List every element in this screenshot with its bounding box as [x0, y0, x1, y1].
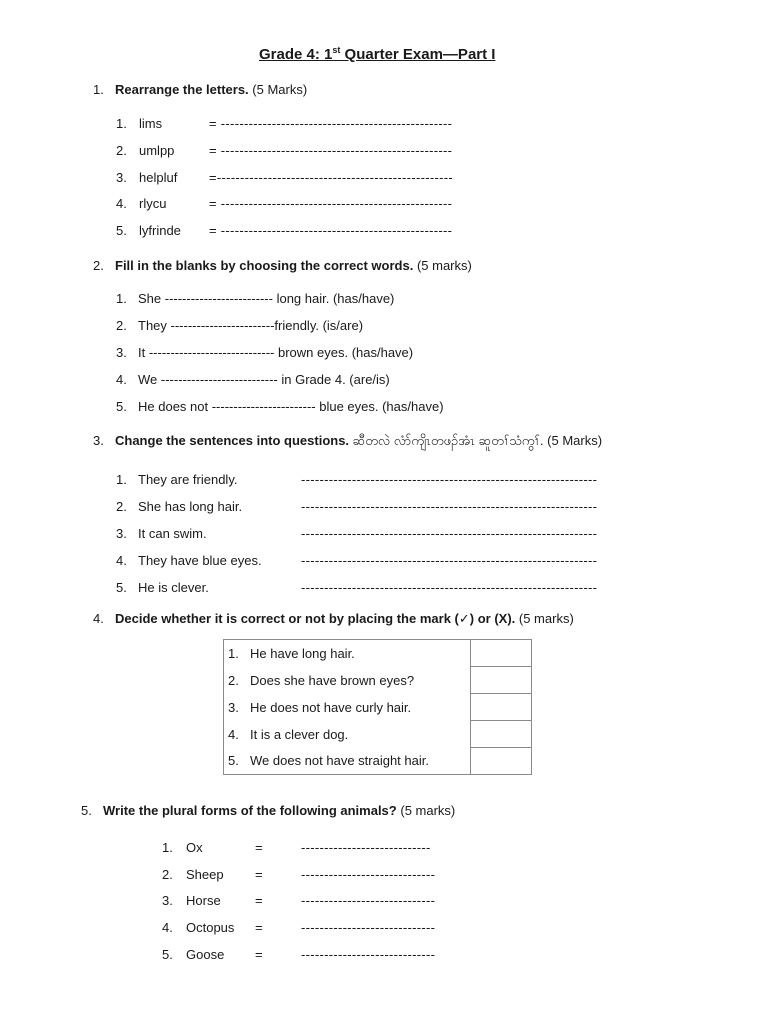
item-number: 5. [116, 399, 127, 414]
list-item [116, 553, 262, 568]
item-number: 5. [116, 223, 127, 238]
answer-line: ---------------------------------------------------------------- [301, 553, 598, 568]
question-number: 1. [93, 82, 104, 97]
animal-word: Ox [186, 840, 203, 855]
answer-line: ----------------------------- [301, 893, 436, 908]
question-number: 5. [81, 803, 92, 818]
question-marks: (5 marks) [518, 611, 574, 626]
item-number: 4. [116, 553, 127, 568]
answer-line: ---------------------------------------------------------------- [301, 580, 598, 595]
item-number: 1. [162, 840, 173, 855]
item-text: They have blue eyes. [138, 553, 262, 568]
title-post: Quarter Exam—Part I [340, 46, 496, 63]
answer-box[interactable] [471, 694, 532, 721]
item-number: 4. [162, 920, 173, 935]
animal-word: Sheep [186, 867, 224, 882]
list-item [116, 345, 413, 360]
list-item [116, 291, 394, 306]
item-text: It can swim. [138, 526, 207, 541]
scrambled-word: umlpp [139, 143, 175, 158]
answer-line: ----------------------------- [301, 947, 436, 962]
table-row [224, 721, 532, 748]
table-row [224, 748, 532, 775]
item-number: 2. [162, 867, 173, 882]
answer-line: = -------------------------------------------------- [209, 143, 453, 158]
item-number: 3. [116, 345, 127, 360]
question-marks: (5 marks) [400, 803, 456, 818]
equals-sign: = [255, 947, 263, 962]
list-item [116, 223, 127, 238]
question-text: Change the sentences into questions. [115, 433, 350, 448]
list-item [116, 143, 127, 158]
scrambled-word: helpluf [139, 170, 178, 185]
answer-line: ----------------------------- [301, 920, 436, 935]
statement-cell [224, 640, 471, 667]
animal-word: Goose [186, 947, 225, 962]
item-text: They ------------------------friendly. (is/are) [138, 318, 364, 333]
question-text-a: Decide whether it is correct or not by placing the mark ( [115, 611, 459, 626]
item-text: He is clever. [138, 580, 209, 595]
tick-icon: ✓ [458, 611, 470, 626]
item-text: She ------------------------- long hair. (has/have) [138, 291, 395, 306]
item-number: 3. [116, 170, 127, 185]
item-number: 5. [228, 753, 239, 769]
answer-line: ---------------------------------------------------------------- [301, 472, 598, 487]
title-pre: Grade 4: 1 [259, 46, 333, 63]
item-text: It is a clever dog. [250, 726, 349, 742]
item-text: We does not have straight hair. [250, 753, 429, 769]
item-text: He does not ------------------------ blue eyes. (has/have) [138, 399, 444, 414]
item-number: 1. [116, 116, 127, 131]
item-text: It ----------------------------- brown eyes. (has/have) [138, 345, 414, 360]
item-text: He have long hair. [250, 645, 355, 661]
answer-line: = -------------------------------------------------- [209, 196, 453, 211]
answer-line: = -------------------------------------------------- [209, 116, 453, 131]
item-number: 1. [116, 472, 127, 487]
table-row [224, 667, 532, 694]
item-number: 5. [116, 580, 127, 595]
list-item [116, 526, 207, 541]
item-text: They are friendly. [138, 472, 238, 487]
answer-line: ----------------------------- [301, 867, 436, 882]
list-item [116, 399, 444, 414]
list-item [116, 372, 390, 387]
question-2-heading [93, 258, 472, 273]
item-number: 3. [116, 526, 127, 541]
list-item [116, 580, 209, 595]
page-title [259, 46, 495, 63]
answer-line: ---------------------------------------------------------------- [301, 499, 598, 514]
equals-sign: = [255, 920, 263, 935]
question-translation: ဆီတလဲ လံာ်ကျိၤတဖၣ်အံၤ ဆူတၢ်သံကွၢ်. [352, 433, 544, 448]
animal-word: Horse [186, 893, 221, 908]
question-5-heading [81, 803, 455, 818]
scrambled-word: lyfrinde [139, 223, 181, 238]
item-number: 2. [228, 672, 239, 688]
answer-box[interactable] [471, 721, 532, 748]
question-marks: (5 Marks) [547, 433, 603, 448]
item-number: 1. [228, 645, 239, 661]
list-item [116, 116, 127, 131]
equals-sign: = [255, 893, 263, 908]
answer-line: =--------------------------------------------------- [209, 170, 453, 185]
item-number: 4. [116, 372, 127, 387]
answer-box[interactable] [471, 667, 532, 694]
question-marks: (5 Marks) [252, 82, 308, 97]
question-number: 4. [93, 611, 104, 626]
item-number: 4. [228, 726, 239, 742]
true-false-table [223, 639, 532, 775]
question-number: 2. [93, 258, 104, 273]
item-text: She has long hair. [138, 499, 243, 514]
answer-line: ---------------------------------------------------------------- [301, 526, 598, 541]
item-number: 3. [162, 893, 173, 908]
question-1-heading [93, 82, 307, 97]
animal-word: Octopus [186, 920, 235, 935]
question-text [115, 611, 515, 626]
list-item [116, 196, 127, 211]
item-text: He does not have curly hair. [250, 699, 412, 715]
list-item [116, 318, 363, 333]
statement-cell [224, 721, 471, 748]
list-item [116, 499, 242, 514]
item-number: 3. [228, 699, 239, 715]
answer-box[interactable] [471, 748, 532, 775]
item-number: 2. [116, 143, 127, 158]
list-item [116, 472, 237, 487]
item-number: 1. [116, 291, 127, 306]
statement-cell [224, 748, 471, 775]
question-4-heading [93, 611, 574, 627]
item-number: 5. [162, 947, 173, 962]
answer-box[interactable] [471, 640, 532, 667]
list-item [116, 170, 127, 185]
equals-sign: = [255, 867, 263, 882]
item-number: 2. [116, 499, 127, 514]
answer-line: ---------------------------- [301, 840, 431, 855]
item-number: 4. [116, 196, 127, 211]
table-row [224, 640, 532, 667]
scrambled-word: rlycu [139, 196, 167, 211]
table-row [224, 694, 532, 721]
question-text: Fill in the blanks by choosing the correct words. [115, 258, 414, 273]
question-text: Write the plural forms of the following animals? [103, 803, 397, 818]
item-text: We --------------------------- in Grade 4. (are/is) [138, 372, 390, 387]
question-text-b: ) or (X). [469, 611, 516, 626]
question-marks: (5 marks) [416, 258, 472, 273]
question-text: Rearrange the letters. [115, 82, 249, 97]
item-text: Does she have brown eyes? [250, 672, 415, 688]
statement-cell [224, 667, 471, 694]
equals-sign: = [255, 840, 263, 855]
question-number: 3. [93, 433, 104, 448]
question-3-heading [93, 433, 602, 452]
title-sup: st [332, 45, 341, 55]
scrambled-word: lims [139, 116, 163, 131]
statement-cell [224, 694, 471, 721]
item-number: 2. [116, 318, 127, 333]
answer-line: = -------------------------------------------------- [209, 223, 453, 238]
